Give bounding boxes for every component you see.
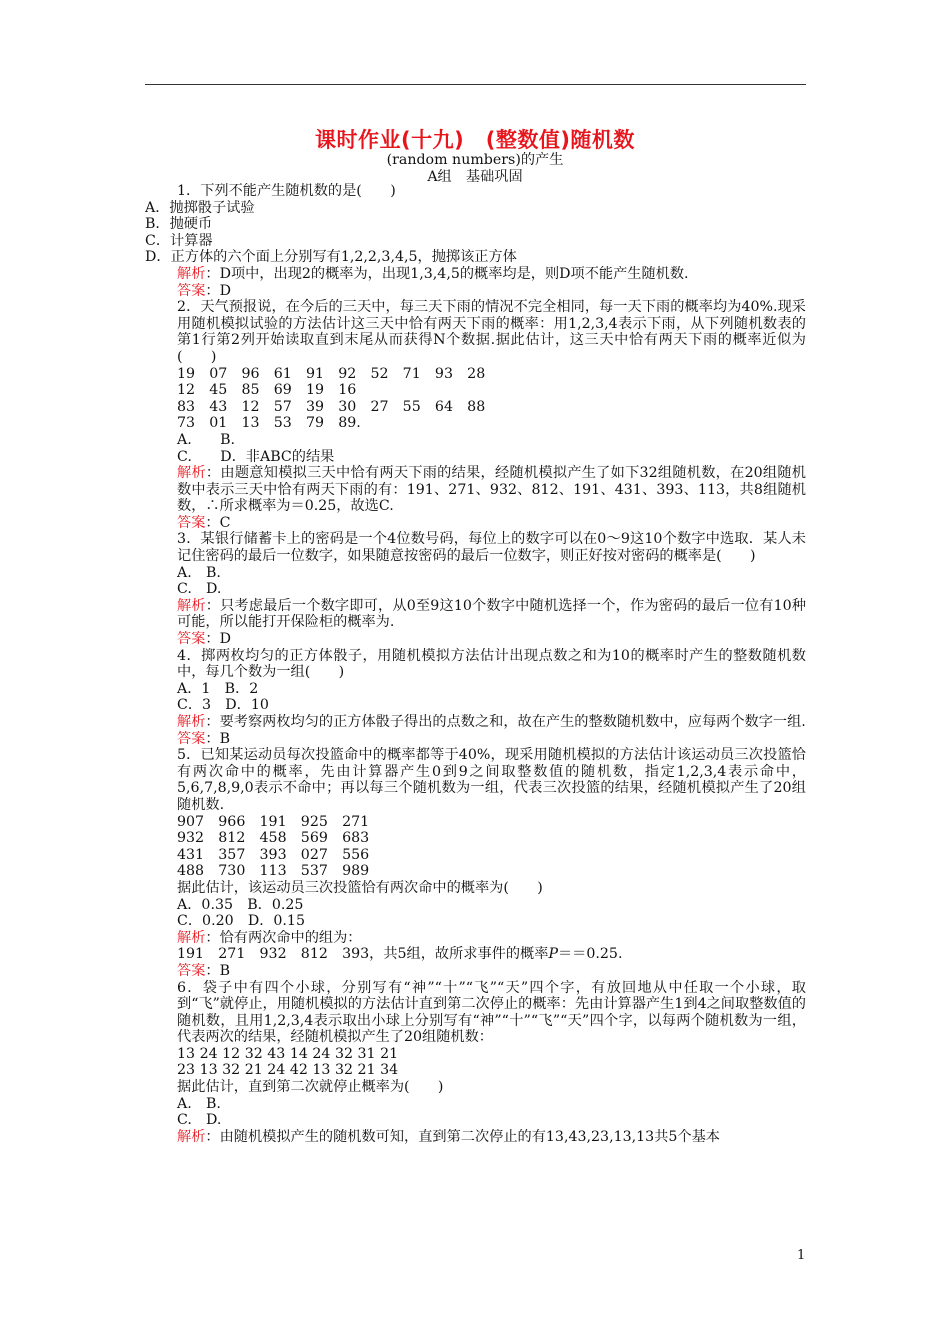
q6-question: 据此估计，直到第二次就停止概率为( ) — [177, 1079, 444, 1096]
page-title: 课时作业(十九) (整数值)随机数 — [315, 128, 635, 152]
q1-option-b: B．抛硬币 — [145, 216, 213, 233]
q5-analysis-detail: 191 271 932 812 393，共5组，故所求事件的概率P＝＝0.25. — [177, 946, 623, 963]
q5-table-row: 488 730 113 537 989 — [177, 863, 370, 880]
analysis-label: 解析 — [177, 265, 206, 282]
answer-label: 答案 — [177, 730, 206, 747]
q2-analysis: 解析：由题意知模拟三天中恰有两天下雨的结果，经随机模拟产生了如下32组随机数，在20组随机数中表示三天中恰有两天下雨的有：191、271、932、812、191、431、393、113，共8组随机数，∴所求概率为＝0.25，故选C. — [177, 465, 806, 515]
q2-answer: 答案：C — [177, 514, 231, 531]
q3-analysis: 解析：只考虑最后一个数字即可，从0至9这10个数字中随机选择一个，作为密码的最后一位有10种可能，所以能打开保险柜的概率为. — [177, 597, 806, 631]
q6-table-row: 13 24 12 32 43 14 24 32 31 21 — [177, 1045, 399, 1062]
q2-options-cd: C. D．非ABC的结果 — [177, 448, 335, 465]
q4-stem: 4．掷两枚均匀的正方体骰子，用随机模拟方法估计出现点数之和为10的概率时产生的整数随机数中，每几个数为一组( ) — [177, 647, 806, 681]
q6-options-cd: C. D. — [177, 1112, 222, 1129]
analysis-label: 解析 — [177, 714, 206, 730]
answer-label: 答案 — [177, 514, 206, 531]
q5-table-row: 932 812 458 569 683 — [177, 830, 370, 847]
q5-options-cd: C．0.20 D．0.15 — [177, 913, 305, 930]
q6-analysis: 解析：由随机模拟产生的随机数可知，直到第二次停止的有13,43,23,13,13共5个基本 — [177, 1128, 720, 1145]
q5-table-row: 431 357 393 027 556 — [177, 846, 370, 863]
q4-options-ab: A．1 B．2 — [177, 680, 259, 697]
analysis-label: 解析 — [177, 465, 206, 482]
q1-answer: 答案：D — [177, 282, 231, 299]
q4-analysis: 解析：要考察两枚均匀的正方体骰子得出的点数之和，故在产生的整数随机数中，应每两个数字一组. — [177, 714, 806, 730]
q5-table-row: 907 966 191 925 271 — [177, 813, 370, 830]
analysis-label: 解析 — [177, 929, 206, 946]
q6-options-ab: A. B. — [177, 1095, 221, 1112]
q3-options-cd: C. D. — [177, 581, 222, 598]
page-number: 1 — [797, 1248, 806, 1263]
q3-stem: 3．某银行储蓄卡上的密码是一个4位数号码，每位上的数字可以在0～9这10个数字中选取．某人未记住密码的最后一位数字，如果随意按密码的最后一位数字，则正好按对密码的概率是( ) — [177, 531, 806, 565]
q6-stem: 6．袋子中有四个小球，分别写有“神”“十”“飞”“天”四个字，有放回地从中任取一个小球，取到“飞”就停止，用随机模拟的方法估计直到第二次停止的概率：先由计算器产生1到4之间取整数值的随机数，且用1,2,3,4表示取出小球上分别写有“神”“十”“飞”“天”四个字，以每两个随机数为一组，代表两次的结果，经随机模拟产生了20组随机数： — [177, 979, 806, 1046]
q5-options-ab: A．0.35 B．0.25 — [177, 896, 304, 913]
q3-options-ab: A. B. — [177, 564, 221, 581]
q5-stem: 5．已知某运动员每次投篮命中的概率都等于40%，现采用随机模拟的方法估计该运动员三次投篮恰有两次命中的概率，先由计算器产生0到9之间取整数值的随机数，指定1,2,3,4表示命中，5,6,7,8,9,0表示不命中；再以每三个随机数为一组，代表三次投篮的结果，经随机模拟产生了20组随机数. — [177, 747, 806, 813]
answer-label: 答案 — [177, 282, 206, 299]
header-rule — [145, 84, 806, 85]
analysis-label: 解析 — [177, 597, 206, 614]
q2-table-row: 73 01 13 53 79 89. — [177, 415, 361, 432]
analysis-label: 解析 — [177, 1128, 206, 1145]
q1-stem: 1．下列不能产生随机数的是( ) — [177, 183, 396, 199]
q2-table-row: 12 45 85 69 19 16 — [177, 382, 357, 399]
q1-option-c: C．计算器 — [145, 232, 213, 249]
q1-option-a: A．抛掷骰子试验 — [145, 199, 255, 216]
q5-question: 据此估计，该运动员三次投篮恰有两次命中的概率为( ) — [177, 879, 543, 896]
answer-label: 答案 — [177, 631, 206, 648]
q3-answer: 答案：D — [177, 631, 231, 648]
q2-table-row: 83 43 12 57 39 30 27 55 64 88 — [177, 398, 486, 415]
q1-option-d: D．正方体的六个面上分别写有1,2,2,3,4,5，抛掷该正方体 — [145, 249, 517, 266]
section-heading: A组 基础巩固 — [427, 169, 523, 185]
q2-table-row: 19 07 96 61 91 92 52 71 93 28 — [177, 365, 486, 382]
q2-options-ab: A. B. — [177, 431, 236, 448]
q4-options-cd: C．3 D．10 — [177, 697, 269, 714]
page-subtitle: (random numbers)的产生 — [386, 152, 564, 168]
q5-analysis: 解析：恰有两次命中的组为： — [177, 929, 362, 946]
answer-label: 答案 — [177, 962, 206, 979]
q2-stem: 2．天气预报说，在今后的三天中，每三天下雨的情况不完全相同，每一天下雨的概率均为40%.现采用随机模拟试验的方法估计这三天中恰有两天下雨的概率：用1,2,3,4表示下雨，从下列随机数表的第1行第2列开始读取直到末尾从而获得N个数据.据此估计，这三天中恰有两天下雨的概率近似为( ) — [177, 299, 806, 365]
exercise-body — [145, 183, 806, 1145]
q4-answer: 答案：B — [177, 730, 231, 747]
q1-analysis: 解析：D项中，出现2的概率为，出现1,3,4,5的概率均是，则D项不能产生随机数. — [177, 265, 689, 282]
q5-answer: 答案：B — [177, 962, 231, 979]
q6-table-row: 23 13 32 21 24 42 13 32 21 34 — [177, 1062, 399, 1079]
